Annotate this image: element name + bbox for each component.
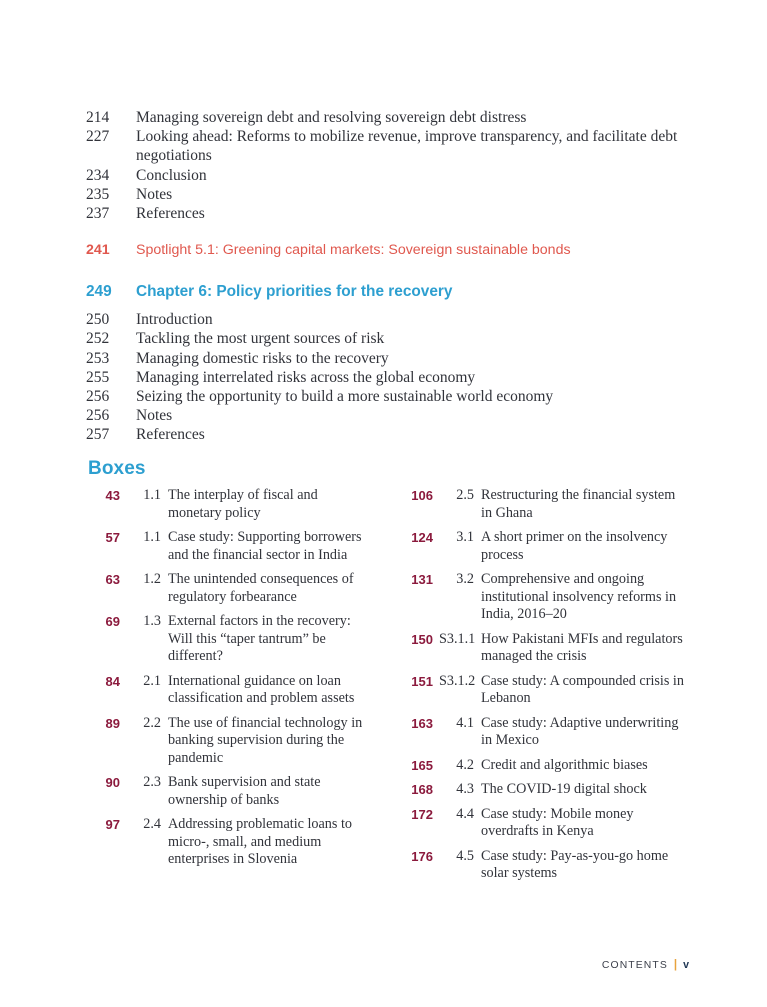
footer-section-label: CONTENTS	[601, 960, 668, 971]
box-list-item[interactable]	[86, 571, 373, 606]
box-page-number: 63	[105, 572, 120, 587]
toc-entry-page: 256	[86, 388, 110, 406]
box-title: Case study: Pay-as-you-go home solar systems	[481, 847, 669, 881]
box-title: The COVID-19 digital shock	[481, 781, 647, 797]
box-list-item[interactable]	[399, 757, 686, 775]
box-title: International guidance on loan classification and problem assets	[168, 672, 355, 706]
box-title: Bank supervision and state ownership of banks	[168, 774, 321, 808]
box-label: 2.3	[143, 774, 161, 790]
box-label: 1.3	[143, 613, 161, 629]
box-label: S3.1.2	[439, 672, 476, 689]
toc-entry-title: Tackling the most urgent sources of risk	[136, 330, 385, 348]
box-label: 3.2	[456, 571, 474, 587]
box-label: 2.5	[456, 487, 474, 503]
toc-entry[interactable]	[86, 349, 686, 368]
box-label: 2.4	[143, 816, 161, 832]
box-list-item[interactable]	[399, 673, 686, 708]
toc-spotlight-page: 241	[86, 242, 110, 259]
box-title: Comprehensive and ongoing institutional insolvency reforms in India, 2016–20	[481, 571, 677, 622]
toc-entry-page: 253	[86, 349, 110, 367]
toc-chapter6-entries	[86, 310, 686, 444]
page-footer	[602, 959, 689, 971]
toc-entry[interactable]	[86, 406, 686, 425]
toc-entry[interactable]	[86, 425, 686, 444]
box-title: Case study: Mobile money overdrafts in Kenya	[481, 805, 634, 839]
toc-chapter6-heading[interactable]	[86, 282, 686, 302]
boxes-list	[86, 487, 686, 890]
box-title: Case study: Supporting borrowers and the financial sector in India	[168, 529, 362, 563]
box-page-number: 168	[411, 782, 433, 797]
box-label: 1.1	[143, 529, 161, 545]
toc-chapter5-entries	[86, 108, 686, 223]
box-title: The unintended consequences of regulatory forbearance	[168, 571, 354, 605]
box-page-number: 163	[411, 715, 433, 731]
box-list-item[interactable]	[86, 715, 373, 768]
box-label: 1.1	[143, 487, 161, 503]
toc-entry-page: 252	[86, 330, 110, 348]
toc-entry-page: 234	[86, 166, 110, 184]
toc-entry-title: Notes	[136, 407, 173, 425]
toc-entry-page: 227	[86, 128, 110, 146]
box-title: Case study: Adaptive underwriting in Mexico	[481, 714, 679, 748]
toc-entry-title: Managing sovereign debt and resolving sovereign debt distress	[136, 109, 527, 126]
boxes-right-column	[399, 487, 686, 890]
box-list-item[interactable]	[399, 571, 686, 624]
toc-entry[interactable]	[86, 310, 686, 329]
toc-entry-title: Managing domestic risks to the recovery	[136, 349, 389, 367]
toc-entry-page: 256	[86, 407, 110, 425]
box-title: The interplay of fiscal and monetary policy	[168, 487, 318, 521]
box-list-item[interactable]	[86, 816, 373, 869]
toc-entry[interactable]	[86, 166, 686, 185]
box-list-item[interactable]	[399, 631, 686, 666]
toc-entry-title: References	[136, 205, 205, 223]
footer-page-number: v	[683, 959, 689, 971]
toc-entry-page: 250	[86, 311, 110, 329]
box-title: A short primer on the insolvency process	[481, 529, 668, 563]
toc-entry-title: Introduction	[136, 311, 213, 329]
box-page-number: 97	[105, 817, 120, 832]
box-page-number: 43	[105, 488, 120, 503]
toc-entry[interactable]	[86, 204, 686, 223]
box-list-item[interactable]	[399, 715, 686, 750]
box-list-item[interactable]	[399, 529, 686, 564]
box-title: The use of financial technology in banking supervision during the pandemic	[168, 714, 363, 766]
box-page-number: 151	[411, 673, 433, 689]
box-page-number: 69	[105, 614, 120, 629]
box-title: Case study: A compounded crisis in Lebanon	[481, 672, 684, 706]
box-page-number: 124	[411, 530, 433, 545]
toc-entry-page: 237	[86, 205, 110, 223]
footer-separator: |	[673, 959, 678, 971]
toc-entry-page: 235	[86, 185, 110, 203]
toc-chapter6-title: Chapter 6: Policy priorities for the recovery	[136, 283, 453, 301]
toc-entry-page: 255	[86, 368, 110, 386]
box-label: 2.1	[143, 672, 161, 689]
box-page-number: 165	[411, 757, 433, 773]
box-title: How Pakistani MFIs and regulators managed the crisis	[481, 630, 683, 664]
box-label: 4.1	[456, 714, 474, 731]
toc-entry-title: Notes	[136, 185, 173, 203]
toc-entry[interactable]	[86, 108, 686, 127]
box-label: S3.1.1	[439, 630, 476, 647]
toc-chapter6-page: 249	[86, 283, 112, 301]
toc-entry[interactable]	[86, 387, 686, 406]
box-list-item[interactable]	[399, 781, 686, 799]
box-list-item[interactable]	[399, 806, 686, 841]
box-page-number: 84	[105, 673, 120, 689]
toc-entry[interactable]	[86, 329, 686, 348]
box-page-number: 89	[105, 715, 120, 731]
box-page-number: 176	[411, 848, 433, 864]
toc-entry-page: 214	[86, 109, 110, 126]
box-label: 4.3	[456, 781, 474, 797]
toc-entry-title: References	[136, 426, 205, 444]
box-list-item[interactable]	[86, 673, 373, 708]
toc-entry-page: 257	[86, 426, 110, 444]
toc-entry-title: Looking ahead: Reforms to mobilize revenue, improve transparency, and facilitate debt negotiations	[136, 128, 678, 165]
toc-spotlight-entry[interactable]	[86, 241, 686, 260]
boxes-left-column	[86, 487, 373, 890]
box-list-item[interactable]	[86, 774, 373, 809]
box-page-number: 172	[411, 806, 433, 822]
box-list-item[interactable]	[86, 529, 373, 564]
box-label: 4.4	[456, 805, 474, 822]
box-title: Restructuring the financial system in Ghana	[481, 487, 676, 521]
box-page-number: 90	[105, 775, 120, 790]
box-title: Addressing problematic loans to micro-, small, and medium enterprises in Slovenia	[168, 816, 353, 867]
toc-entry[interactable]	[86, 127, 686, 165]
box-page-number: 106	[411, 488, 433, 503]
box-label: 1.2	[143, 571, 161, 587]
toc-entry-title: Seizing the opportunity to build a more sustainable world economy	[136, 388, 554, 406]
box-list-item[interactable]	[399, 848, 686, 883]
toc-entry-title: Managing interrelated risks across the global economy	[136, 368, 476, 386]
box-list-item[interactable]	[399, 487, 686, 522]
box-label: 4.2	[456, 756, 474, 773]
toc-entry[interactable]	[86, 185, 686, 204]
box-label: 4.5	[456, 847, 474, 864]
table-of-contents	[86, 108, 686, 445]
box-title: Credit and algorithmic biases	[481, 756, 648, 773]
box-list-item[interactable]	[86, 487, 373, 522]
box-page-number: 150	[411, 631, 433, 647]
toc-entry-title: Conclusion	[136, 166, 207, 184]
box-title: External factors in the recovery: Will this “taper tantrum” be different?	[168, 613, 351, 664]
box-label: 2.2	[143, 714, 161, 731]
toc-entry[interactable]	[86, 368, 686, 387]
box-label: 3.1	[456, 529, 474, 545]
box-list-item[interactable]	[86, 613, 373, 666]
toc-spotlight-title: Spotlight 5.1: Greening capital markets: Sovereign sustainable bonds	[136, 242, 571, 259]
boxes-section-heading: Boxes	[88, 458, 146, 479]
box-page-number: 131	[411, 572, 433, 587]
box-page-number: 57	[105, 530, 120, 545]
